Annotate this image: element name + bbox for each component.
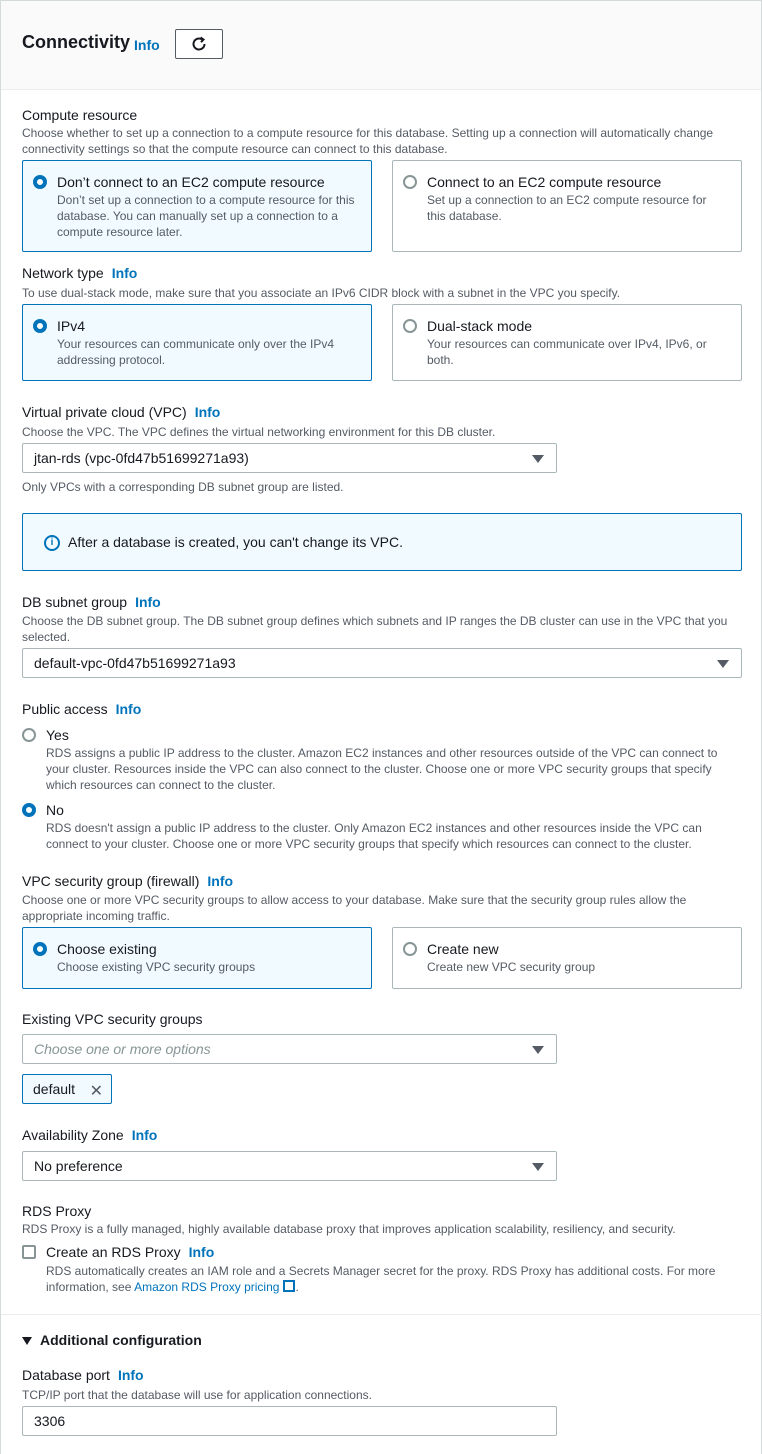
database-port-info-link[interactable]: Info: [117, 1367, 144, 1383]
network-radio-dual-stack[interactable]: [403, 319, 417, 333]
security-group-radio-existing[interactable]: [33, 942, 47, 956]
security-group-desc: Choose one or more VPC security groups to allow access to your database. Make sure that the security group rules allow the appropriate incoming traffic.: [22, 893, 687, 923]
external-link-icon[interactable]: [283, 1280, 295, 1292]
caret-down-icon: [532, 1046, 544, 1054]
subnet-group-select[interactable]: [22, 648, 742, 678]
refresh-button[interactable]: [175, 29, 223, 59]
security-group-option-existing[interactable]: [22, 927, 372, 989]
caret-down-icon: [532, 1163, 544, 1171]
network-type-label: [22, 265, 137, 281]
rds-proxy-checkbox-label: [46, 1244, 214, 1260]
compute-radio-connect[interactable]: [403, 175, 417, 189]
rds-proxy-checkbox-desc-text: RDS automatically creates an IAM role and a Secrets Manager secret for the proxy. RDS Proxy has additional costs. For more information, see: [46, 1264, 716, 1294]
subnet-group-desc: Choose the DB subnet group. The DB subnet group defines which subnets and IP ranges the DB cluster can use in the VPC that you selected.: [22, 614, 728, 644]
rds-proxy-period: .: [295, 1280, 299, 1294]
database-port-desc: TCP/IP port that the database will use for application connections.: [22, 1388, 372, 1402]
compute-option-desc: Don’t set up a connection to a compute resource for this database. You can manually set up a connection to a compute resource later.: [57, 193, 355, 239]
refresh-icon: [190, 35, 208, 53]
subnet-group-select-value: default-vpc-0fd47b51699271a93: [34, 655, 236, 671]
public-access-yes-label: Yes: [46, 727, 69, 743]
security-group-option-desc: Create new VPC security group: [427, 960, 596, 974]
database-port-label: [22, 1367, 144, 1383]
rds-proxy-desc: RDS Proxy is a fully managed, highly available database proxy that improves application scalability, resiliency, and security.: [22, 1222, 676, 1236]
existing-security-groups-placeholder: Choose one or more options: [34, 1041, 211, 1057]
compute-resource-desc: Choose whether to set up a connection to a compute resource for this database. Setting up a connection will automatically change connectivity settings so that the compute resource can connect to this database.: [22, 126, 714, 156]
vpc-info-alert: [22, 513, 742, 571]
rds-proxy-checkbox-desc: [46, 1263, 736, 1295]
public-access-label: [22, 701, 141, 717]
vpc-desc: Choose the VPC. The VPC defines the virtual networking environment for this DB cluster.: [22, 425, 496, 439]
additional-configuration-toggle[interactable]: [22, 1332, 202, 1348]
vpc-alert-text: After a database is created, you can't change its VPC.: [68, 534, 403, 550]
compute-resource-label: Compute resource: [22, 107, 138, 123]
vpc-select[interactable]: [22, 443, 557, 473]
availability-zone-label-text: Availability Zone: [22, 1127, 124, 1143]
network-option-title: IPv4: [57, 318, 86, 334]
availability-zone-label: [22, 1127, 157, 1143]
caret-down-icon: [717, 660, 729, 668]
close-icon[interactable]: ✕: [89, 1083, 103, 1100]
rds-proxy-checkbox-label-text: Create an RDS Proxy: [46, 1244, 181, 1260]
public-access-no-label: No: [46, 802, 64, 818]
availability-zone-info-link[interactable]: Info: [131, 1127, 158, 1143]
security-group-option-desc: Choose existing VPC security groups: [57, 960, 256, 974]
availability-zone-select[interactable]: [22, 1151, 557, 1181]
security-group-token: [22, 1074, 112, 1104]
public-access-radio-yes[interactable]: [22, 728, 36, 742]
security-group-info-link[interactable]: Info: [207, 873, 234, 889]
database-port-label-text: Database port: [22, 1367, 110, 1383]
panel-header: [1, 1, 761, 90]
security-group-option-title: Choose existing: [57, 941, 157, 957]
network-type-info-link[interactable]: Info: [111, 265, 138, 281]
rds-proxy-info-link[interactable]: Info: [188, 1244, 215, 1260]
compute-option-desc: Set up a connection to an EC2 compute resource for this database.: [427, 193, 707, 223]
compute-option-title: Don’t connect to an EC2 compute resource: [57, 174, 325, 190]
network-type-label-text: Network type: [22, 265, 104, 281]
subnet-group-info-link[interactable]: Info: [135, 594, 161, 610]
security-group-token-label: default: [33, 1081, 76, 1097]
caret-down-icon: [532, 455, 544, 463]
network-option-desc: Your resources can communicate over IPv4, IPv6, or both.: [427, 337, 707, 367]
public-access-yes-desc: RDS assigns a public IP address to the cluster. Amazon EC2 instances and other resources outside of the VPC can connect to your cluster. Resources inside the VPC can also connect to the cluster. Choose one or more VPC security groups that specify which resources can connect to the cluster.: [46, 746, 718, 792]
security-group-option-new[interactable]: [392, 927, 742, 989]
vpc-label: [22, 404, 220, 420]
caret-down-icon: [22, 1337, 32, 1345]
security-group-label: [22, 873, 233, 889]
compute-option-title: Connect to an EC2 compute resource: [427, 174, 662, 190]
network-option-ipv4[interactable]: [22, 304, 372, 381]
vpc-label-text: Virtual private cloud (VPC): [22, 404, 187, 420]
existing-security-groups-select[interactable]: [22, 1034, 557, 1064]
existing-security-groups-label: Existing VPC security groups: [22, 1011, 203, 1027]
network-option-desc: Your resources can communicate only over the IPv4 addressing protocol.: [57, 337, 335, 367]
security-group-radio-new[interactable]: [403, 942, 417, 956]
compute-radio-dont-connect[interactable]: [33, 175, 47, 189]
database-port-input[interactable]: 3306: [22, 1406, 557, 1436]
availability-zone-select-value: No preference: [34, 1158, 123, 1174]
subnet-group-label-text: DB subnet group: [22, 594, 128, 610]
public-access-radio-no[interactable]: [22, 803, 36, 817]
security-group-option-title: Create new: [427, 941, 499, 957]
info-circle-icon: i: [44, 535, 60, 551]
vpc-select-value: jtan-rds (vpc-0fd47b51699271a93): [34, 450, 249, 466]
network-option-title: Dual-stack mode: [427, 318, 533, 334]
additional-configuration-label: Additional configuration: [40, 1332, 202, 1348]
network-radio-ipv4[interactable]: [33, 319, 47, 333]
page-title: Connectivity: [22, 32, 131, 52]
rds-proxy-checkbox[interactable]: [22, 1245, 36, 1259]
section-divider: [1, 1314, 762, 1315]
rds-proxy-pricing-link[interactable]: Amazon RDS Proxy pricing: [134, 1280, 280, 1294]
vpc-hint: Only VPCs with a corresponding DB subnet group are listed.: [22, 480, 344, 494]
public-access-info-link[interactable]: Info: [115, 701, 142, 717]
security-group-label-text: VPC security group (firewall): [22, 873, 200, 889]
network-type-desc: To use dual-stack mode, make sure that you associate an IPv6 CIDR block with a subnet in the VPC you specify.: [22, 286, 621, 300]
public-access-label-text: Public access: [22, 701, 108, 717]
subnet-group-label: [22, 594, 161, 610]
compute-option-dont-connect[interactable]: [22, 160, 372, 252]
header-info-link[interactable]: Info: [134, 37, 160, 53]
compute-option-connect[interactable]: [392, 160, 742, 252]
rds-proxy-label: RDS Proxy: [22, 1203, 92, 1219]
vpc-info-link[interactable]: Info: [194, 404, 221, 420]
public-access-no-desc: RDS doesn't assign a public IP address to the cluster. Only Amazon EC2 instances and other resources inside the VPC can connect to your cluster. Choose one or more VPC security groups that specify which resources can connect to the cluster.: [46, 821, 702, 851]
network-option-dual-stack[interactable]: [392, 304, 742, 381]
